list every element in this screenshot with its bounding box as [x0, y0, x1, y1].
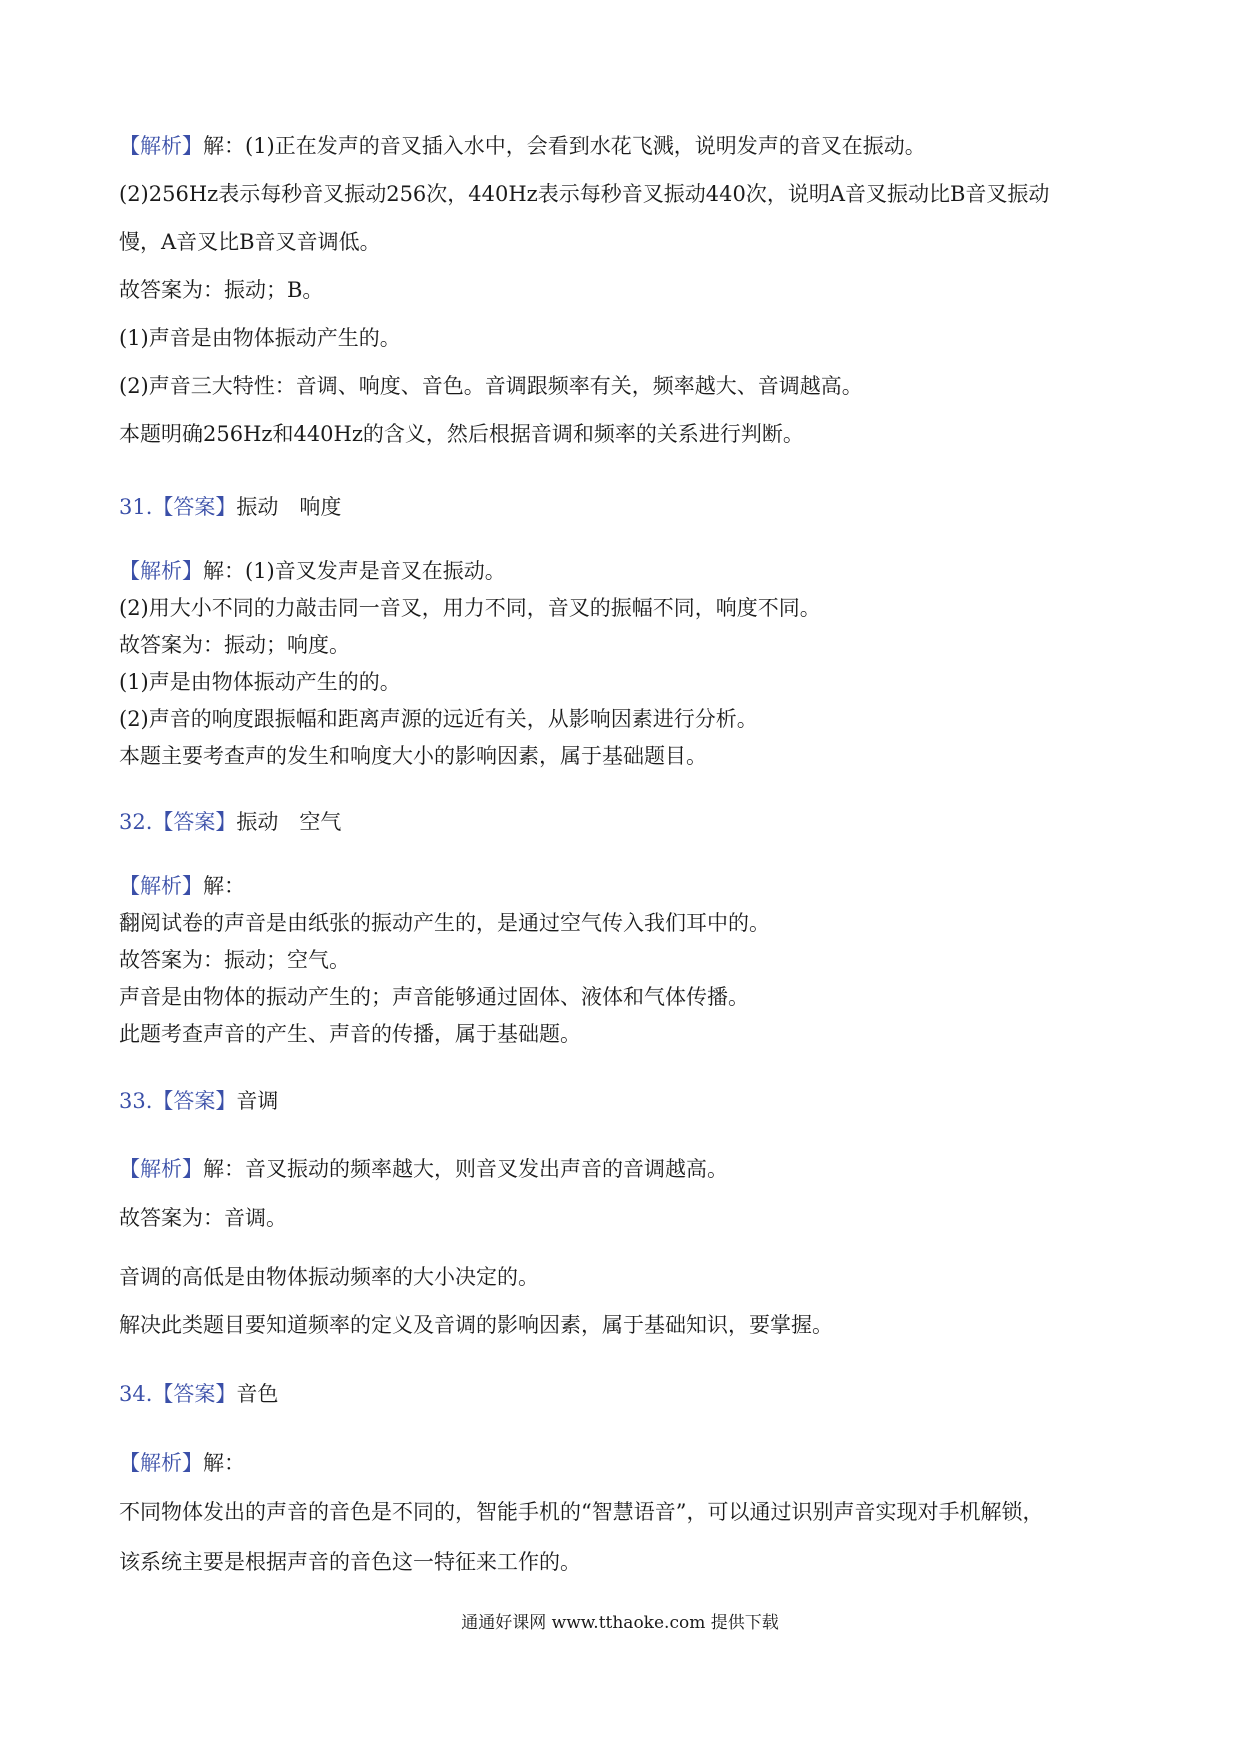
q30-line-4: (1)声音是由物体振动产生的。	[119, 326, 401, 350]
q33-analysis-lead: 【解析】解：音叉振动的频率越大，则音叉发出声音的音调越高。	[119, 1157, 728, 1181]
q30-line-3: 故答案为：振动；B。	[119, 278, 324, 302]
page-footer: 通通好课网 www.tthaoke.com 提供下载	[461, 1613, 779, 1633]
q34-answer: 34.【答案】音色	[119, 1382, 279, 1406]
q32-line-1: 翻阅试卷的声音是由纸张的振动产生的，是通过空气传入我们耳中的。	[119, 911, 770, 935]
q31-answer: 31.【答案】振动 响度	[119, 495, 342, 519]
q30-line-6: 本题明确256Hz和440Hz的含义，然后根据音调和频率的关系进行判断。	[119, 422, 804, 446]
q33-line-1: 故答案为：音调。	[119, 1206, 287, 1230]
q30-analysis-lead: 【解析】解：(1)正在发声的音叉插入水中，会看到水花飞溅，说明发声的音叉在振动。	[119, 134, 926, 158]
q30-analysis	[119, 130, 1119, 160]
q33-line-3: 解决此类题目要知道频率的定义及音调的影响因素，属于基础知识，要掌握。	[119, 1313, 833, 1337]
q31-line-2: 故答案为：振动；响度。	[119, 633, 350, 657]
q34-line-2: 该系统主要是根据声音的音色这一特征来工作的。	[119, 1550, 581, 1574]
q30-line-5: (2)声音三大特性：音调、响度、音色。音调跟频率有关，频率越大、音调越高。	[119, 374, 863, 398]
q33-line-2: 音调的高低是由物体振动频率的大小决定的。	[119, 1265, 539, 1289]
analysis-tag: 【解析】	[119, 134, 203, 158]
q32-answer: 32.【答案】振动 空气	[119, 810, 342, 834]
q31-line-4: (2)声音的响度跟振幅和距离声源的远近有关，从影响因素进行分析。	[119, 707, 758, 731]
q31-line-1: (2)用大小不同的力敲击同一音叉，用力不同，音叉的振幅不同，响度不同。	[119, 596, 821, 620]
q32-line-3: 声音是由物体的振动产生的；声音能够通过固体、液体和气体传播。	[119, 985, 749, 1009]
q32-line-4: 此题考查声音的产生、声音的传播，属于基础题。	[119, 1022, 581, 1046]
q32-line-2: 故答案为：振动；空气。	[119, 948, 350, 972]
q31-line-3: (1)声是由物体振动产生的的。	[119, 670, 401, 694]
q34-line-1: 不同物体发出的声音的音色是不同的，智能手机的“智慧语音”，可以通过识别声音实现对手机解锁，	[119, 1500, 1044, 1524]
q31-line-5: 本题主要考查声的发生和响度大小的影响因素，属于基础题目。	[119, 744, 707, 768]
q32-analysis-lead: 【解析】解：	[119, 874, 245, 898]
q30-line-2: 慢，A音叉比B音叉音调低。	[119, 230, 381, 254]
q31-analysis-lead: 【解析】解：(1)音叉发声是音叉在振动。	[119, 559, 506, 583]
q33-answer: 33.【答案】音调	[119, 1089, 279, 1113]
q30-line-1: (2)256Hz表示每秒音叉振动256次，440Hz表示每秒音叉振动440次，说明A音叉振动比B音叉振动	[119, 182, 1050, 206]
q34-analysis-lead: 【解析】解：	[119, 1451, 245, 1475]
